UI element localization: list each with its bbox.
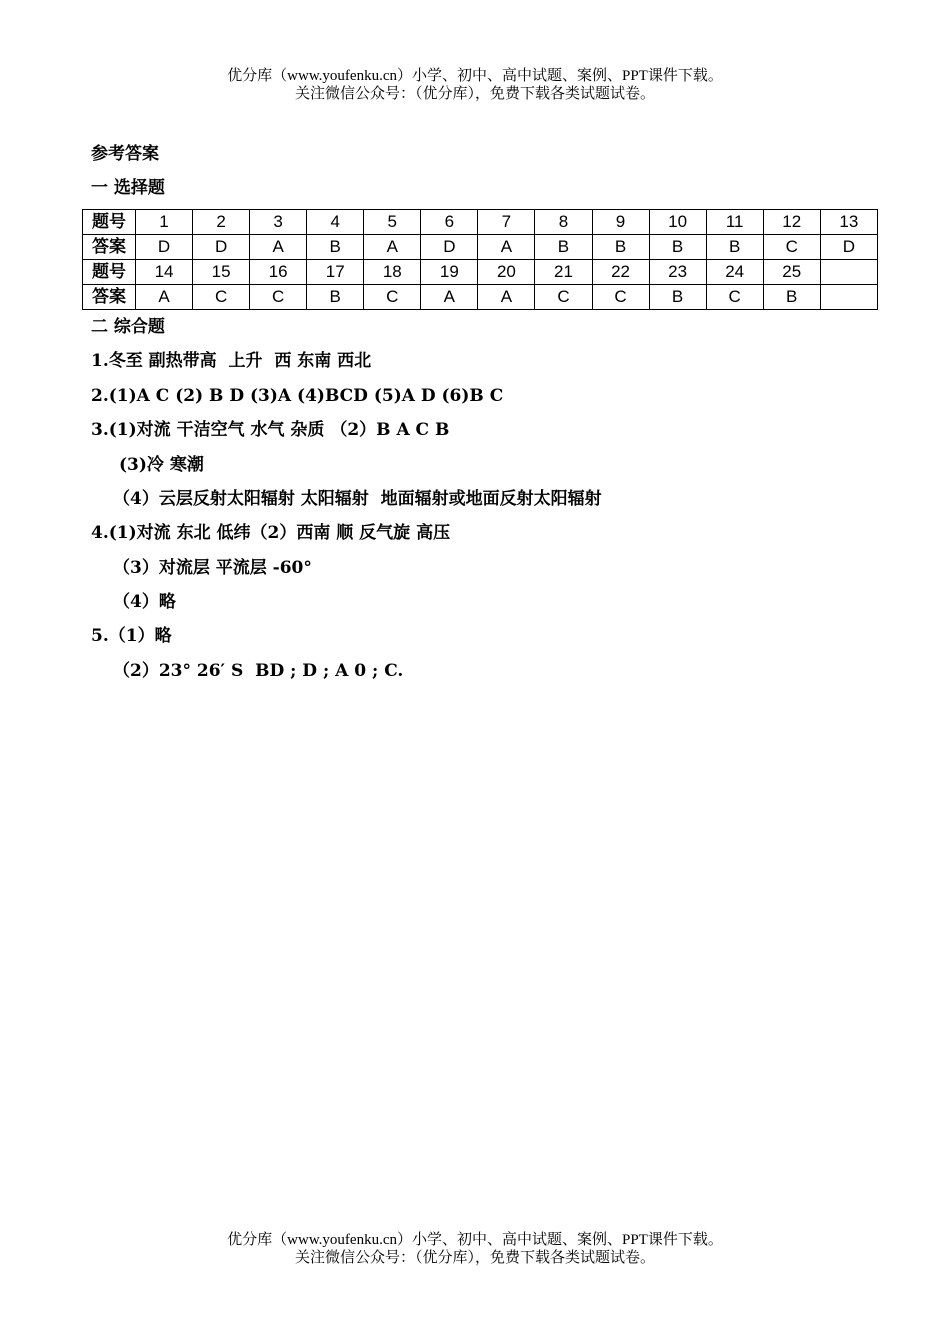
answer-line: （4）云层反射太阳辐射 太阳辐射 地面辐射或地面反射太阳辐射 bbox=[113, 489, 602, 509]
table-cell: C bbox=[763, 235, 820, 260]
table-cell: 6 bbox=[421, 210, 478, 235]
table-cell: 4 bbox=[307, 210, 364, 235]
table-cell: 24 bbox=[706, 260, 763, 285]
table-cell: 20 bbox=[478, 260, 535, 285]
table-cell: B bbox=[649, 235, 706, 260]
table-cell: D bbox=[421, 235, 478, 260]
table-cell: C bbox=[535, 285, 592, 310]
table-cell: 3 bbox=[250, 210, 307, 235]
table-cell: 12 bbox=[763, 210, 820, 235]
table-cell: 25 bbox=[763, 260, 820, 285]
table-cell: 2 bbox=[193, 210, 250, 235]
table-cell: C bbox=[193, 285, 250, 310]
footer-line-2: 关注微信公众号：（优分库），免费下载各类试题试卷。 bbox=[294, 1250, 655, 1266]
table-cell: B bbox=[706, 235, 763, 260]
table-cell: A bbox=[478, 285, 535, 310]
table-cell: D bbox=[820, 235, 877, 260]
table-cell: A bbox=[421, 285, 478, 310]
answer-line: 1.冬至 副热带高 上升 西 东南 西北 bbox=[91, 351, 372, 371]
table-cell: C bbox=[250, 285, 307, 310]
answer-table bbox=[82, 209, 878, 310]
table-cell: 21 bbox=[535, 260, 592, 285]
page-header bbox=[0, 67, 950, 103]
table-cell: C bbox=[592, 285, 649, 310]
table-cell: D bbox=[136, 235, 193, 260]
table-cell: D bbox=[193, 235, 250, 260]
answer-line: 2.(1)A C (2) B D (3)A (4)BCD (5)A D (6)B C bbox=[91, 386, 504, 406]
header-line-2: 关注微信公众号：（优分库），免费下载各类试题试卷。 bbox=[294, 86, 655, 102]
table-cell: B bbox=[307, 285, 364, 310]
section-heading-comprehensive: 二 综合题 bbox=[91, 317, 165, 337]
table-row bbox=[83, 235, 878, 260]
table-cell: 9 bbox=[592, 210, 649, 235]
answer-line: 4.(1)对流 东北 低纬（2）西南 顺 反气旋 高压 bbox=[91, 523, 451, 543]
table-cell: B bbox=[307, 235, 364, 260]
row-label: 答案 bbox=[83, 285, 136, 310]
table-cell: 1 bbox=[136, 210, 193, 235]
table-row bbox=[83, 285, 878, 310]
row-label: 题号 bbox=[83, 260, 136, 285]
table-cell: C bbox=[364, 285, 421, 310]
table-cell: A bbox=[364, 235, 421, 260]
answer-line: （4）略 bbox=[113, 592, 176, 612]
footer-line-1: 优分库（www.youfenku.cn）小学、初中、高中试题、案例、PPT课件下载。 bbox=[227, 1232, 723, 1248]
table-cell: C bbox=[706, 285, 763, 310]
row-label: 答案 bbox=[83, 235, 136, 260]
table-cell: 13 bbox=[820, 210, 877, 235]
table-cell: 23 bbox=[649, 260, 706, 285]
answer-line: （2）23° 26′ S BD ; D ; A 0 ; C. bbox=[113, 661, 404, 681]
table-cell: B bbox=[649, 285, 706, 310]
table-cell: 16 bbox=[250, 260, 307, 285]
table-cell: 5 bbox=[364, 210, 421, 235]
table-cell: 18 bbox=[364, 260, 421, 285]
table-row bbox=[83, 210, 878, 235]
table-cell: 14 bbox=[136, 260, 193, 285]
table-cell: A bbox=[136, 285, 193, 310]
header-line-1: 优分库（www.youfenku.cn）小学、初中、高中试题、案例、PPT课件下载。 bbox=[227, 68, 723, 84]
answer-line: 3.(1)对流 干洁空气 水气 杂质 （2）B A C B bbox=[91, 420, 450, 440]
table-cell bbox=[820, 285, 877, 310]
table-cell: 22 bbox=[592, 260, 649, 285]
table-cell: 8 bbox=[535, 210, 592, 235]
table-cell bbox=[820, 260, 877, 285]
table-cell: B bbox=[535, 235, 592, 260]
table-cell: 15 bbox=[193, 260, 250, 285]
table-cell: 10 bbox=[649, 210, 706, 235]
answer-line: （3）对流层 平流层 -60° bbox=[113, 558, 312, 578]
table-cell: B bbox=[763, 285, 820, 310]
answer-line: (3)冷 寒潮 bbox=[119, 455, 204, 475]
table-cell: A bbox=[250, 235, 307, 260]
answer-line: 5.（1）略 bbox=[91, 626, 172, 646]
table-row bbox=[83, 260, 878, 285]
section-heading-choice: 一 选择题 bbox=[91, 178, 165, 198]
page-footer bbox=[0, 1231, 950, 1267]
table-cell: 11 bbox=[706, 210, 763, 235]
document-title: 参考答案 bbox=[91, 144, 159, 164]
table-cell: 17 bbox=[307, 260, 364, 285]
table-cell: 7 bbox=[478, 210, 535, 235]
table-cell: 19 bbox=[421, 260, 478, 285]
table-cell: B bbox=[592, 235, 649, 260]
table-cell: A bbox=[478, 235, 535, 260]
row-label: 题号 bbox=[83, 210, 136, 235]
